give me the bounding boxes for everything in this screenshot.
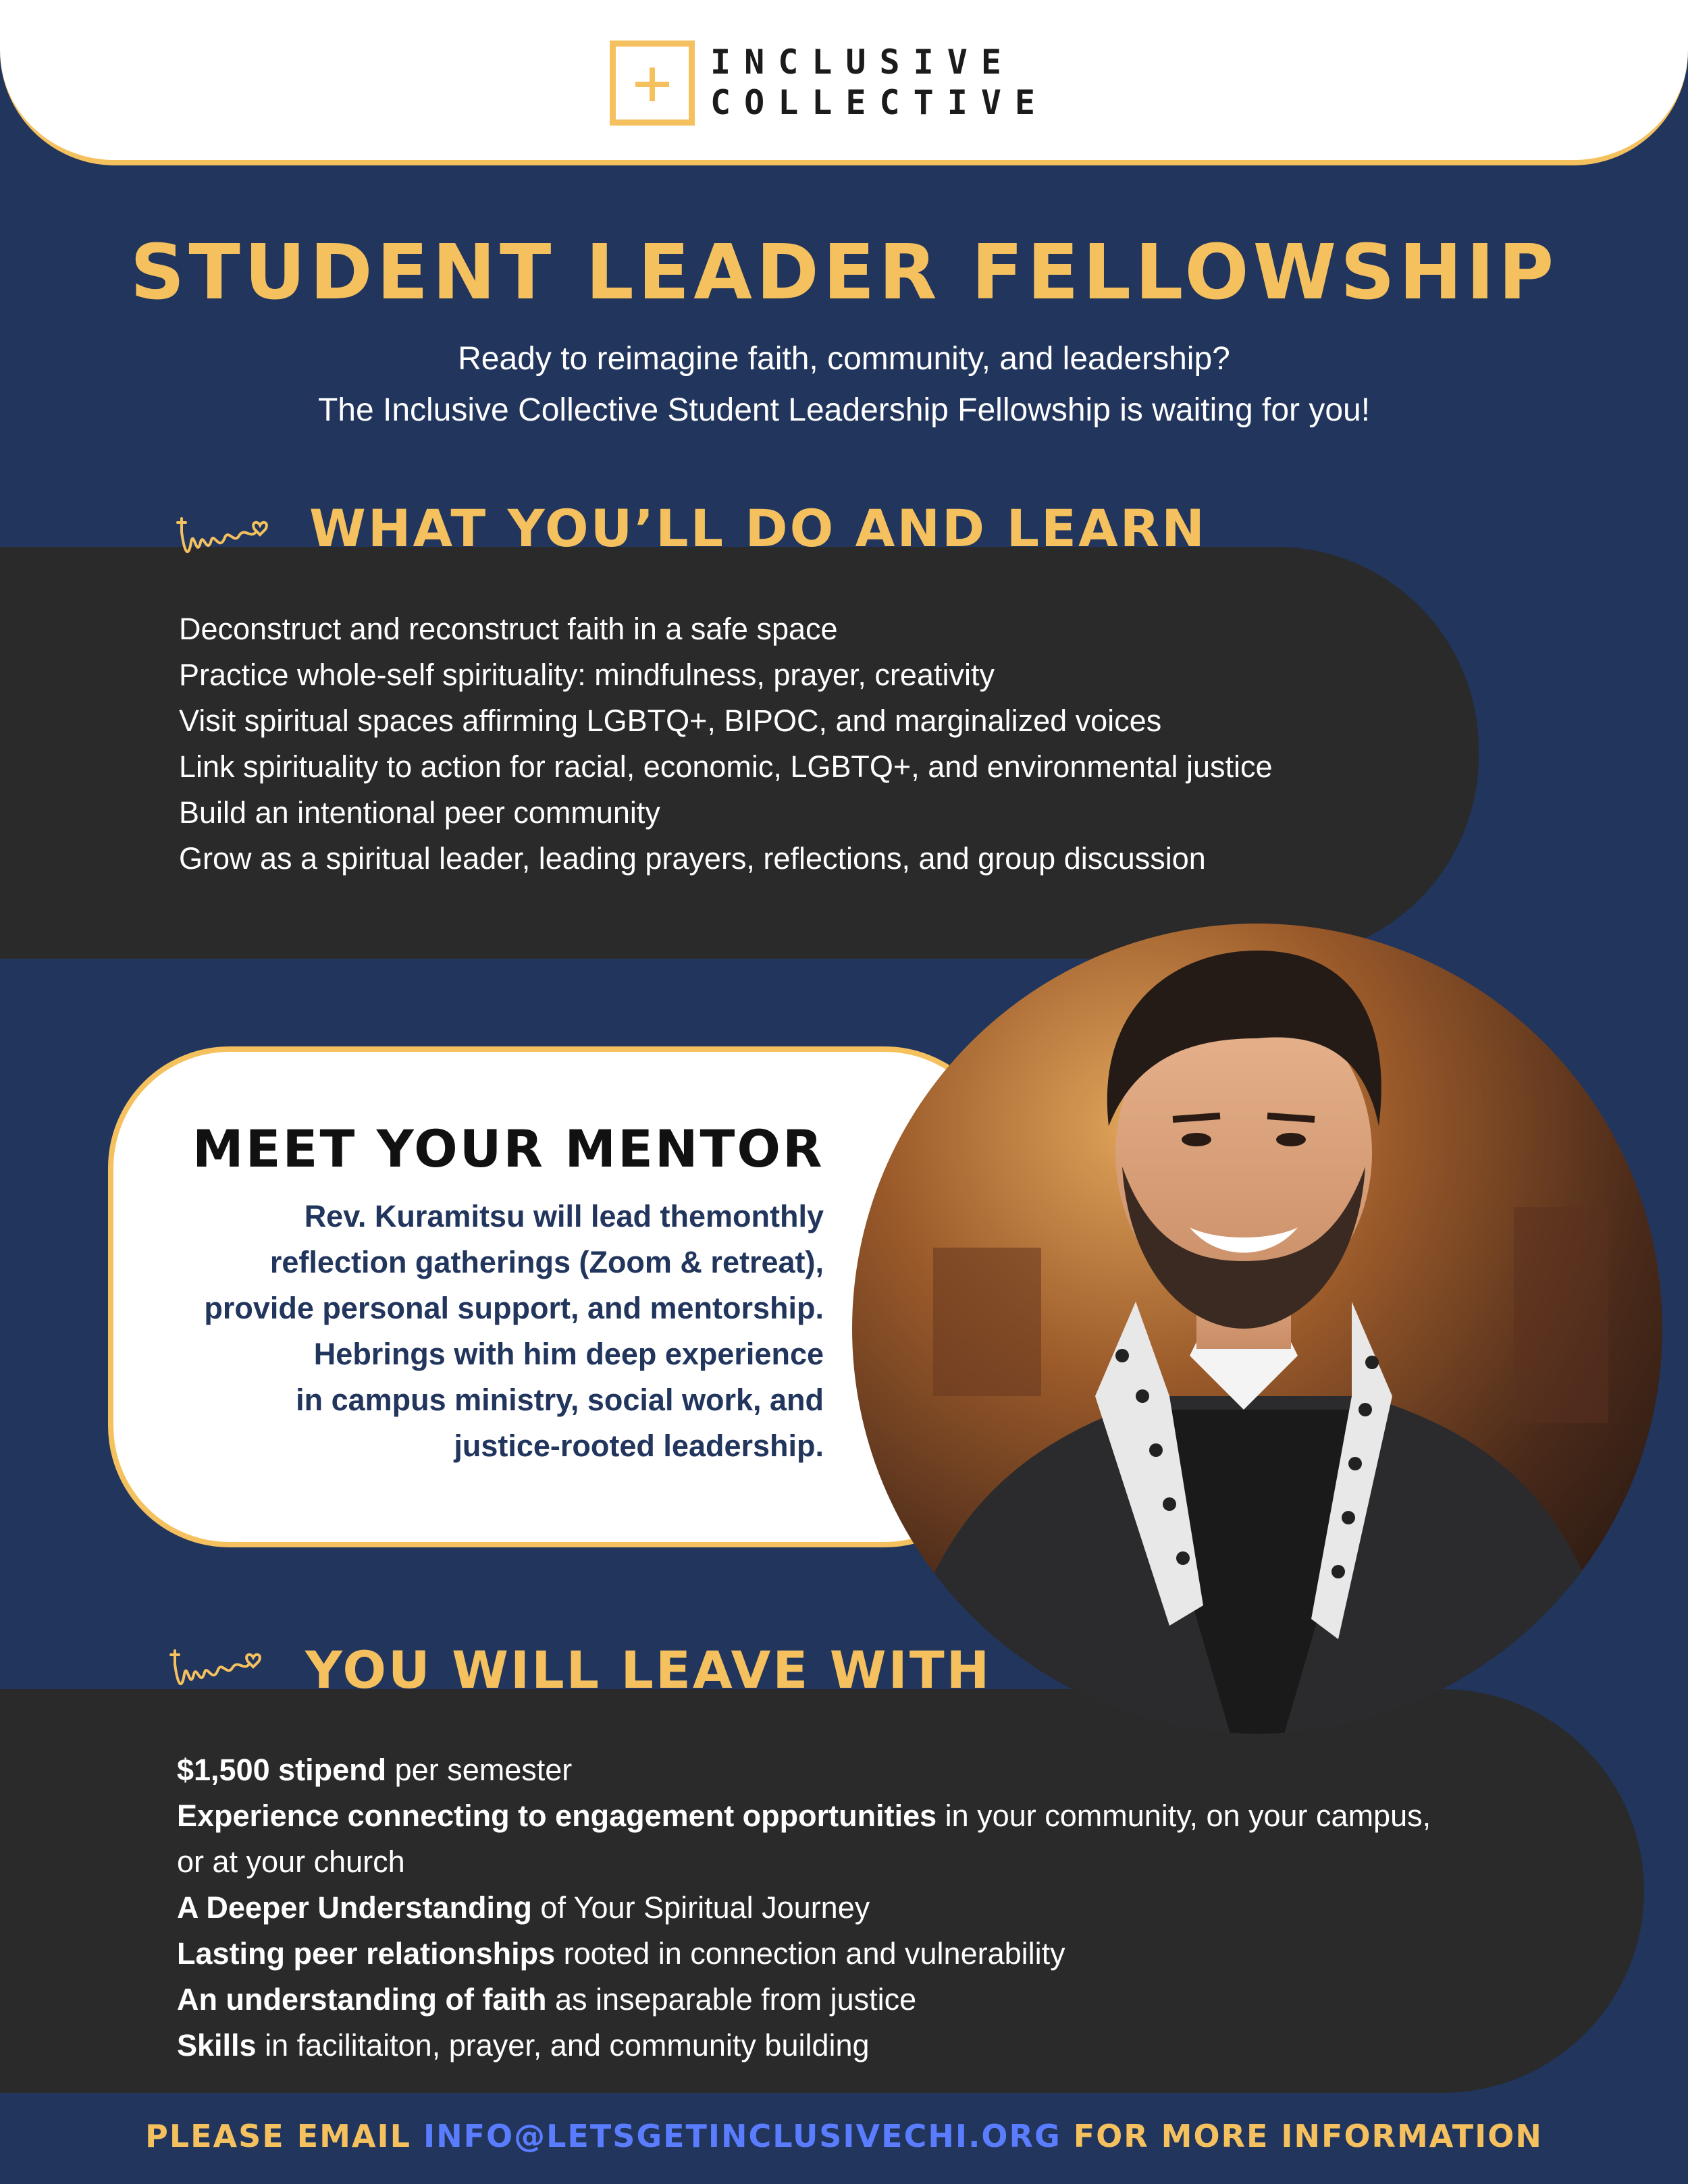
mentor-line: Hebrings with him deep experience: [313, 1337, 824, 1371]
intro-text: [0, 334, 1688, 436]
do-learn-list: [179, 606, 1273, 882]
footer-after: FOR MORE INFORMATION: [1061, 2118, 1543, 2154]
mentor-description: [162, 1194, 824, 1469]
mentor-line: in campus ministry, social work, and: [296, 1383, 824, 1417]
footer-before: PLEASE EMAIL: [145, 2118, 423, 2154]
logo-wordmark: [710, 42, 1049, 123]
email-link[interactable]: INFO@LETSGETINCLUSIVECHI.ORG: [423, 2118, 1061, 2154]
leave-with-item: or at your church: [177, 1844, 405, 1879]
page-title: STUDENT LEADER FELLOWSHIP: [130, 229, 1558, 317]
logo-plus-icon: [610, 41, 695, 126]
do-learn-item: Deconstruct and reconstruct faith in a safe space: [179, 612, 838, 646]
mentor-heading: MEET YOUR MENTOR: [192, 1119, 824, 1179]
squiggle-heart-icon: [172, 505, 280, 566]
mentor-line: provide personal support, and mentorship.: [204, 1291, 824, 1325]
logo-line-2: COLLECTIVE: [710, 83, 1049, 122]
do-learn-item: Link spirituality to action for racial, economic, LGBTQ+, and environmental justice: [179, 749, 1273, 784]
logo-line-1: INCLUSIVE: [710, 43, 1015, 82]
footer-contact: [0, 2109, 1688, 2163]
leave-with-item: Skills in facilitaiton, prayer, and community building: [177, 2028, 870, 2062]
intro-line-1: Ready to reimagine faith, community, and leadership?: [458, 341, 1230, 377]
do-learn-heading: WHAT YOU’LL DO AND LEARN: [309, 498, 1207, 558]
leave-with-item: Experience connecting to engagement opportunities in your community, on your campus,: [177, 1799, 1431, 1833]
leave-with-list: [177, 1747, 1431, 2069]
squiggle-heart-icon: [165, 1637, 273, 1698]
leave-with-item: $1,500 stipend per semester: [177, 1753, 573, 1787]
do-learn-item: Grow as a spiritual leader, leading prayers, reflections, and group discussion: [179, 841, 1206, 876]
leave-with-heading: YOU WILL LEAVE WITH: [305, 1640, 992, 1700]
leave-with-item: Lasting peer relationships rooted in connection and vulnerability: [177, 1936, 1065, 1971]
do-learn-item: Build an intentional peer community: [179, 795, 660, 830]
do-learn-item: Visit spiritual spaces affirming LGBTQ+, BIPOC, and marginalized voices: [179, 703, 1162, 738]
leave-with-item: A Deeper Understanding of Your Spiritual Journey: [177, 1890, 870, 1925]
mentor-photo: [852, 924, 1662, 1734]
intro-line-2: The Inclusive Collective Student Leadership Fellowship is waiting for you!: [317, 392, 1371, 428]
mentor-line: Rev. Kuramitsu will lead themonthly: [304, 1199, 824, 1233]
do-learn-item: Practice whole-self spirituality: mindfulness, prayer, creativity: [179, 658, 995, 692]
mentor-line: justice-rooted leadership.: [454, 1429, 824, 1463]
mentor-line: reflection gatherings (Zoom & retreat),: [269, 1245, 824, 1279]
leave-with-item: An understanding of faith as inseparable from justice: [177, 1982, 917, 2017]
